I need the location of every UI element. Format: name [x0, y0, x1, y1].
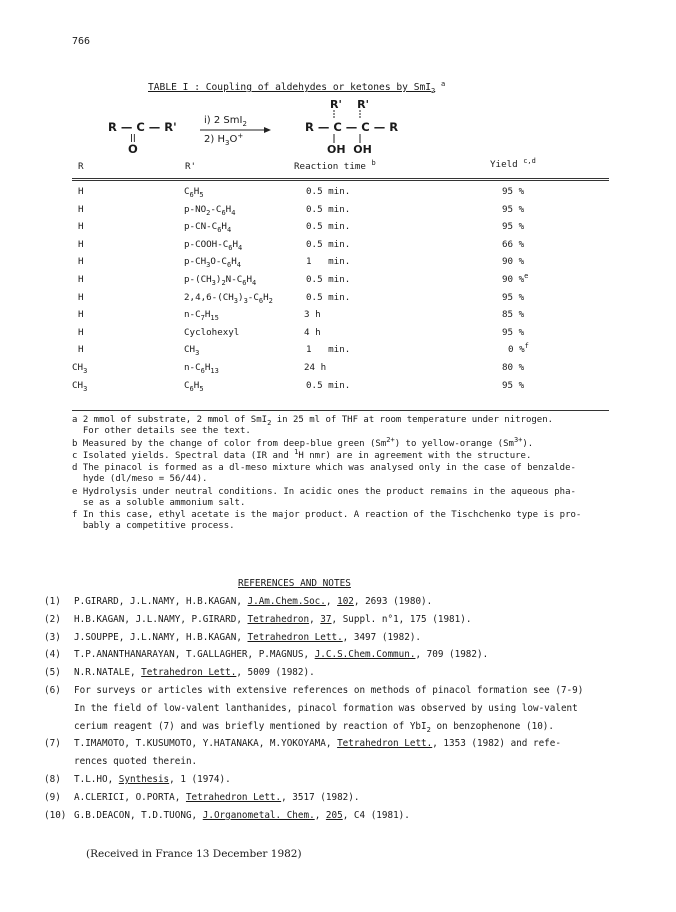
table-row	[72, 256, 609, 269]
cell-reaction-time: 0.5 min.	[306, 291, 351, 303]
cell-r-prime: $p-CH_3O-C_6H_4$	[184, 256, 241, 270]
header-r: R	[78, 161, 84, 172]
cell-r: H	[78, 326, 84, 338]
table-row	[72, 380, 609, 393]
table-rule-top	[72, 178, 609, 179]
cell-reaction-time: 24 h	[304, 362, 327, 373]
reaction-arrow	[200, 126, 272, 134]
cell-reaction-time: 0.5 min.	[306, 379, 351, 391]
cell-yield: 90 %$^e$	[502, 272, 529, 285]
cell-yield: 80 %	[502, 362, 525, 373]
cell-r-prime: $C_6H_5$	[184, 379, 204, 393]
header-reaction-time: Reaction time $^b$	[294, 159, 376, 172]
cell-yield: 95 %	[502, 203, 525, 215]
cell-r-prime: $2,4,6-(CH_3)_3-C_6H_2$	[184, 291, 273, 305]
footnote-e: e Hydrolysis under neutral conditions. In acidic ones the product remains in the aqueous pha-	[72, 487, 576, 497]
footnote-f: f In this case, ethyl acetate is the major product. A reaction of the Tischchenko type is pro-	[72, 510, 582, 520]
page-number: 766	[72, 36, 91, 47]
reference-number: (3)	[44, 631, 61, 643]
cell-r: H	[78, 274, 84, 285]
reactant-formula: R — C — R'	[108, 120, 177, 134]
cell-r: H	[78, 344, 84, 356]
product-substituents: R' R'	[330, 98, 369, 111]
table-row	[72, 309, 609, 322]
carbonyl-oxygen: O	[128, 142, 138, 156]
reference-number: (2)	[44, 613, 61, 625]
cell-yield: 0 %$^f$	[508, 342, 529, 356]
cell-r-prime: $p-NO_2-C_6H_4$	[184, 203, 236, 217]
reference-text: In the field of low-valent lanthanides, pinacol formation was observed by using low-valent	[74, 702, 578, 714]
table-row	[72, 274, 609, 287]
reference-text: H.B.KAGAN, J.L.NAMY, P.GIRARD, Tetrahedron, 37, Suppl. n°1, 175 (1981).	[74, 613, 472, 625]
product-hydroxyls: OH OH	[327, 143, 372, 156]
received-date: (Received in France 13 December 1982)	[86, 848, 302, 860]
cell-yield: 66 %	[502, 238, 525, 250]
cell-r: H	[78, 256, 84, 268]
reference-text: A.CLERICI, O.PORTA, Tetrahedron Lett., 3517 (1982).	[74, 791, 360, 803]
cell-reaction-time: 3 h	[304, 309, 321, 321]
cell-r-prime: $CH_3$	[184, 344, 200, 358]
cell-reaction-time: 1 min.	[306, 256, 351, 268]
reference-text: P.GIRARD, J.L.NAMY, H.B.KAGAN, J.Am.Chem.Soc., 102, 2693 (1980).	[74, 596, 433, 607]
cell-yield: 95 %	[502, 291, 525, 303]
reference-text: J.SOUPPE, J.L.NAMY, H.B.KAGAN, Tetrahedron Lett., 3497 (1982).	[74, 631, 422, 643]
cell-reaction-time: 0.5 min.	[306, 274, 351, 285]
table-row	[72, 362, 609, 375]
reference-text: cerium reagent (7) and was briefly mentioned by reaction of YbI$_2$ on benzophenone (10).	[74, 720, 554, 734]
footnote-c: c Isolated yields. Spectral data (IR and $^1$H nmr) are in agreement with the structure.	[72, 448, 532, 461]
reference-number: (4)	[44, 649, 61, 661]
reference-text: G.B.DEACON, T.D.TUONG, J.Organometal. Chem., 205, C4 (1981).	[74, 809, 410, 821]
cell-yield: 85 %	[502, 309, 525, 321]
cell-r-prime: Cyclohexyl	[184, 326, 240, 338]
cell-yield: 95 %	[502, 221, 525, 233]
cell-r: H	[78, 221, 84, 233]
references-heading: REFERENCES AND NOTES	[238, 578, 351, 589]
cell-reaction-time: 0.5 min.	[306, 221, 351, 233]
reference-number: (1)	[44, 596, 61, 607]
cell-yield: 95 %	[502, 326, 525, 338]
header-r-prime: R'	[185, 161, 197, 172]
cell-r: $CH_3$	[72, 379, 88, 393]
reference-text: T.IMAMOTO, T.KUSUMOTO, Y.HATANAKA, M.YOKOYAMA, Tetrahedron Lett., 1353 (1982) and refe-	[74, 738, 561, 750]
footnote-b: b Measured by the change of color from deep-blue green $(Sm^{2+})$ to yellow-orange $(Sm^{3+})$.	[72, 436, 534, 449]
table-row	[72, 186, 609, 199]
cell-reaction-time: 1 min.	[306, 344, 351, 356]
cell-r: H	[78, 309, 84, 321]
cell-r: H	[78, 238, 84, 250]
table-row	[72, 204, 609, 217]
cell-yield: 90 %	[502, 256, 525, 268]
cell-r-prime: $p-CN-C_6H_4$	[184, 221, 232, 235]
reference-text: rences quoted therein.	[74, 756, 198, 768]
table-row	[72, 327, 609, 340]
reference-text: T.P.ANANTHANARAYAN, T.GALLAGHER, P.MAGNUS, J.C.S.Chem.Commun., 709 (1982).	[74, 649, 489, 661]
footnote-a: a 2 mmol of substrate, 2 mmol of SmI$_2$ in 25 ml of THF at room temperature under nitrogen.	[72, 415, 554, 427]
header-yield: Yield $^{c,d}$	[490, 157, 536, 170]
cell-r: H	[78, 291, 84, 303]
footnote-d: d The pinacol is formed as a dl-meso mixture which was analysed only in the case of benzalde-	[72, 463, 576, 473]
footnote-d-cont: hyde (dl/meso = 56/44).	[72, 474, 208, 484]
table-row	[72, 292, 609, 305]
reference-number: (8)	[44, 774, 61, 785]
reference-number: (9)	[44, 791, 61, 803]
cell-reaction-time: 0.5 min.	[306, 186, 351, 197]
cell-r-prime: $p-(CH_3)_2N-C_6H_4$	[184, 274, 257, 287]
table-row	[72, 221, 609, 234]
product-formula: R — C — C — R	[305, 120, 399, 134]
table-row	[72, 344, 609, 357]
cell-yield: 95 %	[502, 379, 525, 391]
cell-r-prime: $n-C_6H_{13}$	[184, 362, 219, 375]
reference-number: (6)	[44, 685, 61, 696]
table-row	[72, 239, 609, 252]
reference-number: (7)	[44, 738, 61, 750]
cell-r-prime: $C_6H_5$	[184, 186, 204, 199]
footnote-a-cont: For other details see the text.	[72, 426, 251, 436]
footnote-f-cont: bably a competitive process.	[72, 521, 235, 531]
reagent-step-1: i) 2 SmI$_2$	[204, 115, 247, 128]
reference-text: For surveys or articles with extensive references on methods of pinacol formation see (7-9)	[74, 685, 584, 696]
reagent-step-2: 2) $H_3O^+$	[204, 132, 244, 147]
reference-text: T.L.HO, Synthesis, 1 (1974).	[74, 774, 231, 785]
table-rule-bottom	[72, 410, 609, 411]
cell-yield: 95 %	[502, 186, 525, 197]
cell-r-prime: $p-COOH-C_6H_4$	[184, 238, 243, 252]
reference-text: N.R.NATALE, Tetrahedron Lett., 5009 (1982).	[74, 667, 315, 679]
carbonyl-double-bond: ||	[130, 133, 136, 142]
reference-number: (10)	[44, 809, 67, 821]
product-bonds-top	[330, 110, 370, 120]
cell-r: $CH_3$	[72, 362, 88, 375]
footnote-e-cont: se as a soluble ammonium salt.	[72, 498, 246, 508]
cell-reaction-time: 0.5 min.	[306, 238, 351, 250]
cell-r: H	[78, 186, 84, 197]
cell-reaction-time: 0.5 min.	[306, 203, 351, 215]
reference-number: (5)	[44, 667, 61, 679]
cell-r: H	[78, 203, 84, 215]
table-rule-top-double	[72, 180, 609, 181]
cell-reaction-time: 4 h	[304, 326, 321, 338]
table-title: TABLE I : Coupling of aldehydes or ketones by SmI$_2$ $^a$	[148, 80, 446, 95]
cell-r-prime: $n-C_7H_{15}$	[184, 309, 219, 323]
